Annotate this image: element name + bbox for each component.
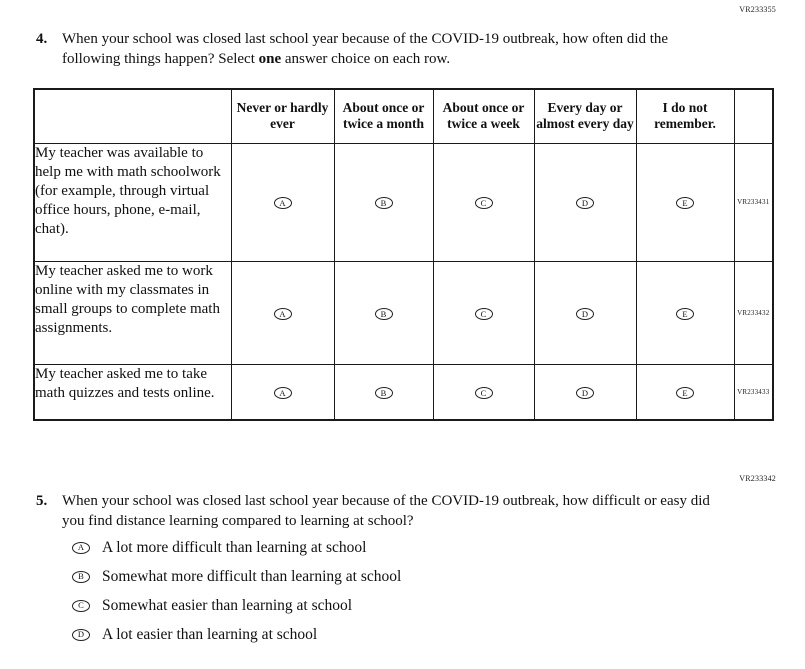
answer-bubble-row2-d[interactable]: D [576, 308, 594, 320]
table-row [34, 364, 773, 420]
answer-bubble-row1-c[interactable]: C [475, 197, 493, 209]
answer-bubble-row3-d[interactable]: D [576, 387, 594, 399]
table-header-row [34, 89, 773, 143]
option-label-b: Somewhat more difficult than learning at school [102, 567, 402, 585]
question-4-text-part1: When your school was closed last school year because of the COVID-19 outbreak, how often did the following things happen? Select [62, 31, 669, 67]
row-label: My teacher asked me to take math quizzes and tests online. [34, 364, 231, 420]
answer-bubble-row1-a[interactable]: A [274, 197, 292, 209]
answer-cell [636, 364, 734, 420]
question-5 [36, 492, 730, 531]
column-header-every-day: Every day or almost every day [534, 89, 636, 143]
answer-cell [231, 261, 334, 364]
row-code: VR233433 [734, 364, 773, 420]
answer-cell [636, 261, 734, 364]
row-code: VR233432 [734, 261, 773, 364]
answer-bubble-q5-d[interactable]: D [72, 629, 90, 641]
answer-bubble-row2-e[interactable]: E [676, 308, 694, 320]
answer-cell [334, 364, 433, 420]
question-5-text: When your school was closed last school year because of the COVID-19 outbreak, how difficult or easy did you find distance learning compared to learning at school? [62, 493, 710, 529]
option-row-a [72, 538, 401, 557]
question-4 [36, 30, 698, 69]
answer-cell [433, 261, 534, 364]
question-4-table [33, 88, 774, 421]
answer-bubble-row1-d[interactable]: D [576, 197, 594, 209]
answer-cell [534, 143, 636, 261]
answer-bubble-row2-a[interactable]: A [274, 308, 292, 320]
column-header-do-not-remember: I do not remember. [636, 89, 734, 143]
option-label-c: Somewhat easier than learning at school [102, 596, 353, 614]
row-code: VR233431 [734, 143, 773, 261]
answer-bubble-q5-b[interactable]: B [72, 571, 90, 583]
answer-cell [534, 364, 636, 420]
option-label-a: A lot more difficult than learning at school [102, 538, 367, 556]
question-4-text-bold: one [258, 50, 282, 67]
question-4-text-part2: answer choice on each row. [281, 50, 451, 67]
column-header-once-twice-week: About once or twice a week [433, 89, 534, 143]
answer-bubble-row1-b[interactable]: B [375, 197, 393, 209]
answer-bubble-row3-b[interactable]: B [375, 387, 393, 399]
question-5-number: 5. [36, 493, 48, 509]
table-corner-cell [34, 89, 231, 143]
row-label: My teacher asked me to work online with my classmates in small groups to complete math assignments. [34, 261, 231, 364]
table-row [34, 261, 773, 364]
question-4-number: 4. [36, 31, 48, 47]
row-label: My teacher was available to help me with math schoolwork (for example, through virtual office hours, phone, e-mail, chat). [34, 143, 231, 261]
option-row-b [72, 567, 401, 586]
answer-cell [534, 261, 636, 364]
question-5-options [72, 538, 401, 654]
option-label-d: A lot easier than learning at school [102, 625, 318, 643]
answer-cell [334, 261, 433, 364]
answer-bubble-q5-c[interactable]: C [72, 600, 90, 612]
answer-cell [334, 143, 433, 261]
answer-bubble-row3-a[interactable]: A [274, 387, 292, 399]
page-code-top: VR233355 [739, 5, 776, 14]
answer-bubble-row3-e[interactable]: E [676, 387, 694, 399]
answer-bubble-row1-e[interactable]: E [676, 197, 694, 209]
answer-bubble-row3-c[interactable]: C [475, 387, 493, 399]
page-code-mid: VR233342 [739, 474, 776, 483]
table-row [34, 143, 773, 261]
answer-bubble-row2-b[interactable]: B [375, 308, 393, 320]
option-row-d [72, 625, 401, 644]
column-header-once-twice-month: About once or twice a month [334, 89, 433, 143]
option-row-c [72, 596, 401, 615]
answer-cell [231, 143, 334, 261]
answer-bubble-row2-c[interactable]: C [475, 308, 493, 320]
table-code-header-cell [734, 89, 773, 143]
question-4-text [62, 30, 698, 69]
answer-bubble-q5-a[interactable]: A [72, 542, 90, 554]
answer-cell [433, 143, 534, 261]
answer-cell [433, 364, 534, 420]
answer-cell [636, 143, 734, 261]
answer-cell [231, 364, 334, 420]
column-header-never: Never or hardly ever [231, 89, 334, 143]
